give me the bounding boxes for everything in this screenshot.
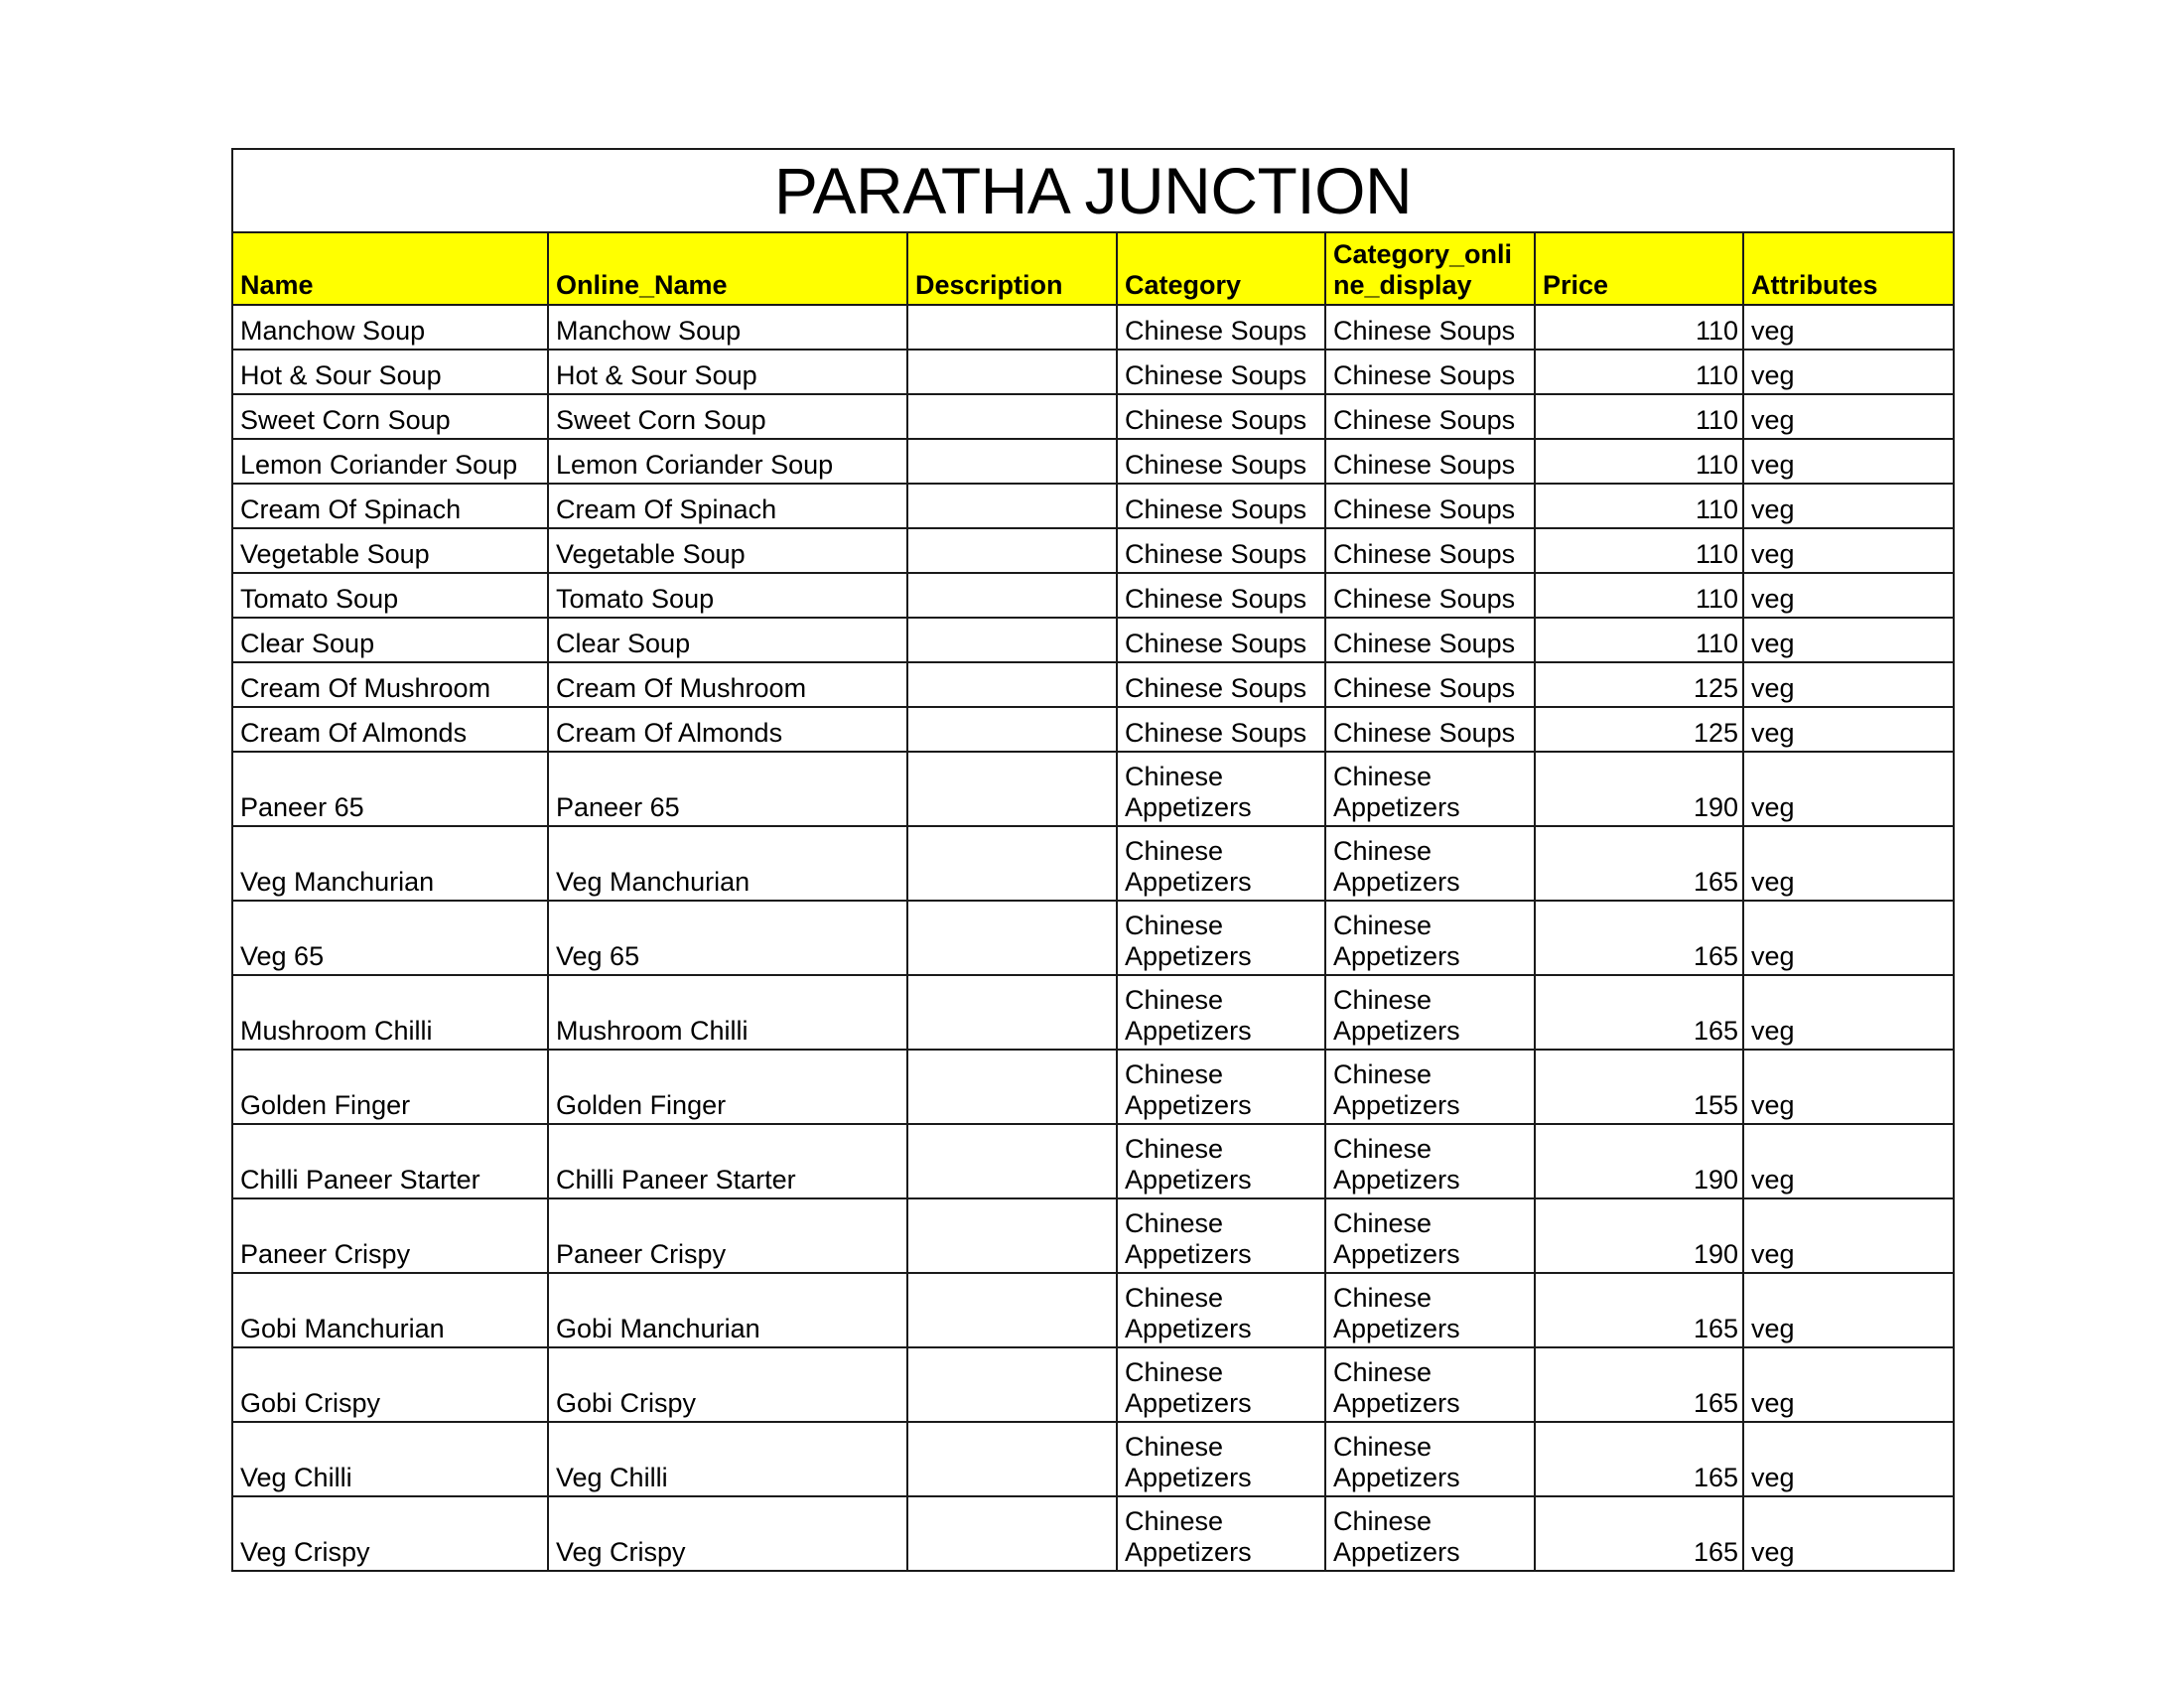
cell-category[interactable]: Chinese Appetizers [1117, 826, 1325, 901]
cell-attributes[interactable]: veg [1743, 1124, 1954, 1198]
cell-category-online-display[interactable]: Chinese Appetizers [1325, 975, 1535, 1050]
table-row [232, 1198, 1954, 1273]
cell-category[interactable]: Chinese Soups [1117, 484, 1325, 528]
cell-category-online-display[interactable]: Chinese Soups [1325, 439, 1535, 484]
cell-online-name[interactable]: Gobi Manchurian [548, 1273, 907, 1347]
table-row [232, 826, 1954, 901]
cell-attributes[interactable]: veg [1743, 1347, 1954, 1422]
cell-category[interactable]: Chinese Appetizers [1117, 1496, 1325, 1571]
cell-price[interactable]: 165 [1535, 1496, 1743, 1571]
cell-online-name[interactable]: Cream Of Mushroom [548, 662, 907, 707]
cell-price[interactable]: 165 [1535, 1422, 1743, 1496]
menu-sheet [231, 148, 1953, 1572]
cell-price[interactable]: 110 [1535, 573, 1743, 618]
title-row [232, 149, 1954, 232]
cell-name[interactable]: Manchow Soup [232, 305, 548, 350]
cell-description[interactable] [907, 707, 1117, 752]
cell-category[interactable]: Chinese Soups [1117, 350, 1325, 394]
cell-price[interactable]: 165 [1535, 901, 1743, 975]
cell-category[interactable]: Chinese Appetizers [1117, 1050, 1325, 1124]
cell-description[interactable] [907, 350, 1117, 394]
cell-description[interactable] [907, 1198, 1117, 1273]
cell-category-online-display[interactable]: Chinese Soups [1325, 662, 1535, 707]
table-row [232, 439, 1954, 484]
cell-attributes[interactable]: veg [1743, 305, 1954, 350]
cell-description[interactable] [907, 1050, 1117, 1124]
column-header-category[interactable]: Category [1117, 232, 1325, 305]
cell-online-name[interactable]: Paneer 65 [548, 752, 907, 826]
cell-attributes[interactable]: veg [1743, 752, 1954, 826]
cell-name[interactable]: Cream Of Mushroom [232, 662, 548, 707]
cell-online-name[interactable]: Veg Crispy [548, 1496, 907, 1571]
cell-category[interactable]: Chinese Soups [1117, 439, 1325, 484]
cell-category-online-display[interactable]: Chinese Appetizers [1325, 1124, 1535, 1198]
cell-description[interactable] [907, 1273, 1117, 1347]
cell-price[interactable]: 110 [1535, 350, 1743, 394]
table-row [232, 350, 1954, 394]
menu-table [231, 148, 1955, 1572]
cell-name[interactable]: Vegetable Soup [232, 528, 548, 573]
cell-name[interactable]: Cream Of Almonds [232, 707, 548, 752]
cell-name[interactable]: Gobi Crispy [232, 1347, 548, 1422]
cell-attributes[interactable]: veg [1743, 484, 1954, 528]
cell-price[interactable]: 190 [1535, 752, 1743, 826]
cell-attributes[interactable]: veg [1743, 394, 1954, 439]
cell-description[interactable] [907, 1422, 1117, 1496]
cell-category[interactable]: Chinese Appetizers [1117, 752, 1325, 826]
cell-category[interactable]: Chinese Appetizers [1117, 975, 1325, 1050]
table-row [232, 1347, 1954, 1422]
cell-online-name[interactable]: Sweet Corn Soup [548, 394, 907, 439]
cell-category[interactable]: Chinese Appetizers [1117, 1347, 1325, 1422]
cell-description[interactable] [907, 394, 1117, 439]
cell-category-online-display[interactable]: Chinese Soups [1325, 305, 1535, 350]
cell-category-online-display[interactable]: Chinese Soups [1325, 394, 1535, 439]
cell-online-name[interactable]: Lemon Coriander Soup [548, 439, 907, 484]
cell-description[interactable] [907, 484, 1117, 528]
column-header-category-online-display[interactable]: Category_onli ne_display [1325, 232, 1535, 305]
cell-category[interactable]: Chinese Appetizers [1117, 1273, 1325, 1347]
cell-attributes[interactable]: veg [1743, 573, 1954, 618]
cell-description[interactable] [907, 662, 1117, 707]
cell-category-online-display[interactable]: Chinese Appetizers [1325, 752, 1535, 826]
cell-category-online-display[interactable]: Chinese Appetizers [1325, 901, 1535, 975]
column-header-description[interactable]: Description [907, 232, 1117, 305]
cell-description[interactable] [907, 439, 1117, 484]
cell-attributes[interactable]: veg [1743, 439, 1954, 484]
cell-description[interactable] [907, 1124, 1117, 1198]
cell-description[interactable] [907, 618, 1117, 662]
cell-name[interactable]: Veg 65 [232, 901, 548, 975]
table-row [232, 484, 1954, 528]
cell-online-name[interactable]: Veg Manchurian [548, 826, 907, 901]
cell-attributes[interactable]: veg [1743, 1422, 1954, 1496]
cell-online-name[interactable]: Gobi Crispy [548, 1347, 907, 1422]
cell-category[interactable]: Chinese Appetizers [1117, 1124, 1325, 1198]
cell-description[interactable] [907, 975, 1117, 1050]
column-header-online-name[interactable]: Online_Name [548, 232, 907, 305]
cell-name[interactable]: Gobi Manchurian [232, 1273, 548, 1347]
table-row [232, 1124, 1954, 1198]
cell-attributes[interactable]: veg [1743, 350, 1954, 394]
cell-price[interactable]: 190 [1535, 1198, 1743, 1273]
cell-description[interactable] [907, 305, 1117, 350]
cell-price[interactable]: 190 [1535, 1124, 1743, 1198]
cell-attributes[interactable]: veg [1743, 826, 1954, 901]
cell-online-name[interactable]: Golden Finger [548, 1050, 907, 1124]
table-row [232, 707, 1954, 752]
table-row [232, 618, 1954, 662]
cell-category-online-display[interactable]: Chinese Soups [1325, 707, 1535, 752]
cell-description[interactable] [907, 1347, 1117, 1422]
cell-name[interactable]: Paneer 65 [232, 752, 548, 826]
cell-category[interactable]: Chinese Soups [1117, 305, 1325, 350]
cell-category-online-display[interactable]: Chinese Appetizers [1325, 826, 1535, 901]
cell-online-name[interactable]: Veg 65 [548, 901, 907, 975]
cell-description[interactable] [907, 573, 1117, 618]
cell-price[interactable]: 110 [1535, 394, 1743, 439]
cell-attributes[interactable]: veg [1743, 1198, 1954, 1273]
cell-name[interactable]: Tomato Soup [232, 573, 548, 618]
cell-online-name[interactable]: Veg Chilli [548, 1422, 907, 1496]
cell-category[interactable]: Chinese Soups [1117, 618, 1325, 662]
cell-price[interactable]: 110 [1535, 305, 1743, 350]
cell-price[interactable]: 165 [1535, 1273, 1743, 1347]
cell-attributes[interactable]: veg [1743, 1050, 1954, 1124]
cell-attributes[interactable]: veg [1743, 901, 1954, 975]
cell-online-name[interactable]: Cream Of Spinach [548, 484, 907, 528]
cell-online-name[interactable]: Clear Soup [548, 618, 907, 662]
cell-attributes[interactable]: veg [1743, 618, 1954, 662]
cell-online-name[interactable]: Paneer Crispy [548, 1198, 907, 1273]
cell-name[interactable]: Paneer Crispy [232, 1198, 548, 1273]
cell-description[interactable] [907, 1496, 1117, 1571]
table-row [232, 662, 1954, 707]
cell-category-online-display[interactable]: Chinese Appetizers [1325, 1198, 1535, 1273]
cell-category[interactable]: Chinese Appetizers [1117, 1198, 1325, 1273]
cell-description[interactable] [907, 901, 1117, 975]
cell-description[interactable] [907, 752, 1117, 826]
cell-name[interactable]: Lemon Coriander Soup [232, 439, 548, 484]
cell-category-online-display[interactable]: Chinese Appetizers [1325, 1422, 1535, 1496]
cell-name[interactable]: Clear Soup [232, 618, 548, 662]
cell-online-name[interactable]: Mushroom Chilli [548, 975, 907, 1050]
column-header-attributes[interactable]: Attributes [1743, 232, 1954, 305]
table-body [232, 305, 1954, 1571]
cell-category[interactable]: Chinese Appetizers [1117, 901, 1325, 975]
cell-name[interactable]: Veg Crispy [232, 1496, 548, 1571]
cell-price[interactable]: 125 [1535, 662, 1743, 707]
table-row [232, 975, 1954, 1050]
cell-price[interactable]: 165 [1535, 826, 1743, 901]
cell-category[interactable]: Chinese Soups [1117, 662, 1325, 707]
cell-online-name[interactable]: Hot & Sour Soup [548, 350, 907, 394]
cell-online-name[interactable]: Tomato Soup [548, 573, 907, 618]
cell-attributes[interactable]: veg [1743, 1496, 1954, 1571]
table-row [232, 305, 1954, 350]
cell-attributes[interactable]: veg [1743, 662, 1954, 707]
cell-category[interactable]: Chinese Soups [1117, 528, 1325, 573]
cell-category-online-display[interactable]: Chinese Appetizers [1325, 1496, 1535, 1571]
cell-category-online-display[interactable]: Chinese Soups [1325, 618, 1535, 662]
table-row [232, 394, 1954, 439]
header-row [232, 232, 1954, 305]
cell-category[interactable]: Chinese Soups [1117, 573, 1325, 618]
column-header-price[interactable]: Price [1535, 232, 1743, 305]
sheet-title: PARATHA JUNCTION [232, 149, 1954, 232]
cell-description[interactable] [907, 528, 1117, 573]
cell-name[interactable]: Veg Manchurian [232, 826, 548, 901]
table-row [232, 528, 1954, 573]
cell-online-name[interactable]: Chilli Paneer Starter [548, 1124, 907, 1198]
cell-name[interactable]: Hot & Sour Soup [232, 350, 548, 394]
table-row [232, 1050, 1954, 1124]
cell-attributes[interactable]: veg [1743, 707, 1954, 752]
table-row [232, 1273, 1954, 1347]
cell-category[interactable]: Chinese Soups [1117, 394, 1325, 439]
cell-price[interactable]: 110 [1535, 439, 1743, 484]
table-row [232, 573, 1954, 618]
cell-price[interactable]: 165 [1535, 975, 1743, 1050]
cell-price[interactable]: 110 [1535, 484, 1743, 528]
cell-category-online-display[interactable]: Chinese Appetizers [1325, 1050, 1535, 1124]
cell-attributes[interactable]: veg [1743, 975, 1954, 1050]
column-header-name[interactable]: Name [232, 232, 548, 305]
cell-online-name[interactable]: Manchow Soup [548, 305, 907, 350]
table-row [232, 752, 1954, 826]
cell-name[interactable]: Veg Chilli [232, 1422, 548, 1496]
table-row [232, 1422, 1954, 1496]
cell-online-name[interactable]: Vegetable Soup [548, 528, 907, 573]
cell-attributes[interactable]: veg [1743, 528, 1954, 573]
cell-price[interactable]: 110 [1535, 528, 1743, 573]
cell-category-online-display[interactable]: Chinese Appetizers [1325, 1273, 1535, 1347]
table-row [232, 901, 1954, 975]
table-row [232, 1496, 1954, 1571]
cell-price[interactable]: 125 [1535, 707, 1743, 752]
cell-description[interactable] [907, 826, 1117, 901]
cell-category-online-display[interactable]: Chinese Soups [1325, 484, 1535, 528]
cell-name[interactable]: Cream Of Spinach [232, 484, 548, 528]
cell-name[interactable]: Sweet Corn Soup [232, 394, 548, 439]
cell-category-online-display[interactable]: Chinese Soups [1325, 573, 1535, 618]
cell-price[interactable]: 165 [1535, 1347, 1743, 1422]
cell-category-online-display[interactable]: Chinese Appetizers [1325, 1347, 1535, 1422]
cell-category-online-display[interactable]: Chinese Soups [1325, 350, 1535, 394]
cell-category-online-display[interactable]: Chinese Soups [1325, 528, 1535, 573]
cell-price[interactable]: 155 [1535, 1050, 1743, 1124]
cell-price[interactable]: 110 [1535, 618, 1743, 662]
cell-online-name[interactable]: Cream Of Almonds [548, 707, 907, 752]
cell-name[interactable]: Golden Finger [232, 1050, 548, 1124]
cell-name[interactable]: Mushroom Chilli [232, 975, 548, 1050]
cell-attributes[interactable]: veg [1743, 1273, 1954, 1347]
cell-category[interactable]: Chinese Soups [1117, 707, 1325, 752]
cell-name[interactable]: Chilli Paneer Starter [232, 1124, 548, 1198]
cell-category[interactable]: Chinese Appetizers [1117, 1422, 1325, 1496]
